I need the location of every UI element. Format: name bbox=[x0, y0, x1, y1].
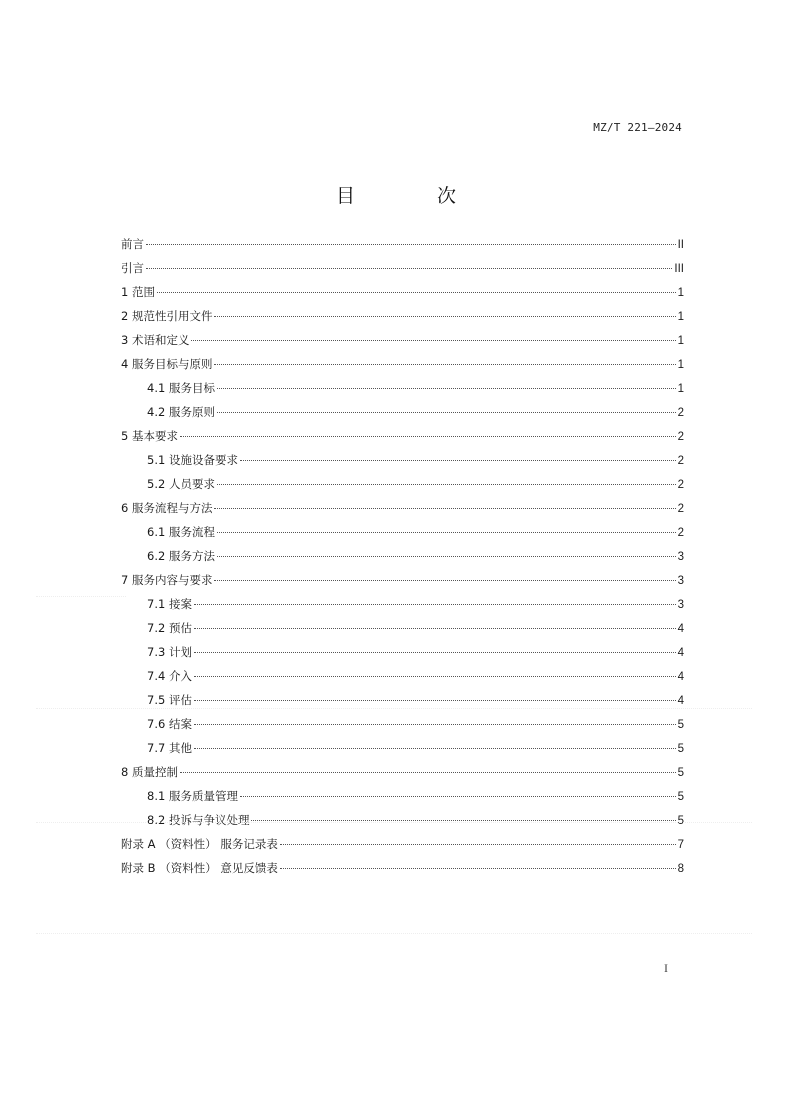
toc-entry[interactable] bbox=[121, 760, 684, 784]
toc-subentry[interactable] bbox=[121, 520, 684, 544]
toc-entry-label: 7.7 其他 bbox=[147, 741, 192, 755]
toc-entry-label: 5.2 人员要求 bbox=[147, 477, 215, 491]
toc-entry-label: 4 服务目标与原则 bbox=[121, 357, 213, 371]
toc-entry-label: 前言 bbox=[121, 237, 144, 251]
toc-leader-dots bbox=[180, 772, 676, 773]
toc-entry-page: 7 bbox=[677, 839, 684, 851]
toc-entry[interactable] bbox=[121, 352, 684, 376]
document-code: MZ/T 221—2024 bbox=[593, 121, 682, 134]
toc-entry-label: 7.1 接案 bbox=[147, 597, 192, 611]
toc-entry-page: 5 bbox=[677, 815, 684, 827]
toc-subentry[interactable] bbox=[121, 592, 684, 616]
toc-subentry[interactable] bbox=[121, 376, 684, 400]
toc-entry-page: 2 bbox=[677, 479, 684, 491]
toc-entry-page: 3 bbox=[677, 551, 684, 563]
toc-entry-label: 5 基本要求 bbox=[121, 429, 178, 443]
toc-leader-dots bbox=[157, 292, 676, 293]
toc-entry[interactable] bbox=[121, 856, 684, 880]
toc-entry-page: 2 bbox=[677, 527, 684, 539]
toc-entry-label: 6 服务流程与方法 bbox=[121, 501, 213, 515]
toc-entry-page: 5 bbox=[677, 719, 684, 731]
toc-entry-label: 5.1 设施设备要求 bbox=[147, 453, 238, 467]
toc-leader-dots bbox=[194, 652, 676, 653]
toc-entry-label: 附录 B （资料性） 意见反馈表 bbox=[121, 861, 278, 875]
toc-entry-page: 4 bbox=[677, 623, 684, 635]
toc-subentry[interactable] bbox=[121, 472, 684, 496]
toc-subentry[interactable] bbox=[121, 712, 684, 736]
toc-entry[interactable] bbox=[121, 496, 684, 520]
toc-leader-dots bbox=[280, 868, 676, 869]
toc-leader-dots bbox=[194, 700, 676, 701]
toc-leader-dots bbox=[217, 556, 676, 557]
toc-entry-label: 1 范围 bbox=[121, 285, 155, 299]
toc-subentry[interactable] bbox=[121, 664, 684, 688]
toc-leader-dots bbox=[214, 508, 675, 509]
toc-entry-label: 4.1 服务目标 bbox=[147, 381, 215, 395]
toc-leader-dots bbox=[146, 244, 676, 245]
toc-entry-label: 7.3 计划 bbox=[147, 645, 192, 659]
toc-entry-label: 7.4 介入 bbox=[147, 669, 192, 683]
toc-entry-page: 1 bbox=[677, 383, 684, 395]
toc-leader-dots bbox=[240, 460, 676, 461]
toc-entry-page: II bbox=[677, 239, 684, 251]
toc-entry-label: 附录 A （资料性） 服务记录表 bbox=[121, 837, 278, 851]
toc-leader-dots bbox=[194, 724, 676, 725]
toc-leader-dots bbox=[146, 268, 672, 269]
toc-entry-page: III bbox=[674, 263, 684, 275]
toc-entry-page: 4 bbox=[677, 671, 684, 683]
faint-rule bbox=[36, 933, 752, 934]
faint-rule bbox=[36, 596, 126, 597]
toc-entry[interactable] bbox=[121, 424, 684, 448]
toc-entry-page: 5 bbox=[677, 743, 684, 755]
toc-entry-label: 7.2 预估 bbox=[147, 621, 192, 635]
toc-leader-dots bbox=[217, 484, 676, 485]
toc-entry-page: 1 bbox=[677, 359, 684, 371]
toc-leader-dots bbox=[214, 364, 675, 365]
toc-entry-page: 2 bbox=[677, 431, 684, 443]
toc-leader-dots bbox=[217, 412, 676, 413]
toc-entry-page: 8 bbox=[677, 863, 684, 875]
toc-entry-page: 4 bbox=[677, 647, 684, 659]
toc-leader-dots bbox=[240, 796, 676, 797]
toc-entry-label: 3 术语和定义 bbox=[121, 333, 190, 347]
toc-entry[interactable] bbox=[121, 304, 684, 328]
toc-entry-page: 3 bbox=[677, 599, 684, 611]
toc-entry-label: 8.2 投诉与争议处理 bbox=[147, 813, 250, 827]
toc-subentry[interactable] bbox=[121, 808, 684, 832]
toc-subentry[interactable] bbox=[121, 736, 684, 760]
toc-entry-page: 1 bbox=[677, 335, 684, 347]
toc-entry-label: 8 质量控制 bbox=[121, 765, 178, 779]
toc-entry-page: 2 bbox=[677, 407, 684, 419]
toc-leader-dots bbox=[194, 604, 676, 605]
toc-list bbox=[121, 232, 684, 880]
toc-entry-label: 4.2 服务原则 bbox=[147, 405, 215, 419]
toc-leader-dots bbox=[194, 628, 676, 629]
toc-subentry[interactable] bbox=[121, 784, 684, 808]
toc-leader-dots bbox=[214, 580, 675, 581]
toc-entry[interactable] bbox=[121, 256, 684, 280]
toc-entry-page: 2 bbox=[677, 503, 684, 515]
toc-entry-page: 4 bbox=[677, 695, 684, 707]
toc-subentry[interactable] bbox=[121, 448, 684, 472]
toc-leader-dots bbox=[194, 676, 676, 677]
toc-entry[interactable] bbox=[121, 832, 684, 856]
toc-entry-label: 7.6 结案 bbox=[147, 717, 192, 731]
toc-leader-dots bbox=[217, 532, 676, 533]
toc-entry[interactable] bbox=[121, 328, 684, 352]
toc-entry-page: 3 bbox=[677, 575, 684, 587]
toc-leader-dots bbox=[280, 844, 676, 845]
page-number: I bbox=[664, 961, 668, 975]
toc-entry-label: 2 规范性引用文件 bbox=[121, 309, 213, 323]
faint-rule bbox=[36, 822, 752, 823]
toc-entry-label: 8.1 服务质量管理 bbox=[147, 789, 238, 803]
toc-entry-label: 引言 bbox=[121, 261, 144, 275]
toc-leader-dots bbox=[191, 340, 675, 341]
toc-subentry[interactable] bbox=[121, 544, 684, 568]
toc-entry-page: 1 bbox=[677, 287, 684, 299]
toc-entry[interactable] bbox=[121, 280, 684, 304]
toc-entry-page: 1 bbox=[677, 311, 684, 323]
toc-title: 目 次 bbox=[335, 185, 495, 207]
toc-entry-label: 6.1 服务流程 bbox=[147, 525, 215, 539]
toc-entry-label: 7.5 评估 bbox=[147, 693, 192, 707]
toc-subentry[interactable] bbox=[121, 400, 684, 424]
toc-leader-dots bbox=[217, 388, 676, 389]
toc-subentry[interactable] bbox=[121, 616, 684, 640]
toc-entry[interactable] bbox=[121, 232, 684, 256]
toc-leader-dots bbox=[251, 820, 675, 821]
toc-entry-page: 5 bbox=[677, 791, 684, 803]
toc-leader-dots bbox=[214, 316, 675, 317]
toc-subentry[interactable] bbox=[121, 640, 684, 664]
toc-entry-page: 2 bbox=[677, 455, 684, 467]
toc-leader-dots bbox=[194, 748, 676, 749]
toc-entry-label: 6.2 服务方法 bbox=[147, 549, 215, 563]
faint-rule bbox=[36, 708, 752, 709]
toc-entry-page: 5 bbox=[677, 767, 684, 779]
toc-leader-dots bbox=[180, 436, 676, 437]
toc-entry[interactable] bbox=[121, 568, 684, 592]
toc-entry-label: 7 服务内容与要求 bbox=[121, 573, 213, 587]
